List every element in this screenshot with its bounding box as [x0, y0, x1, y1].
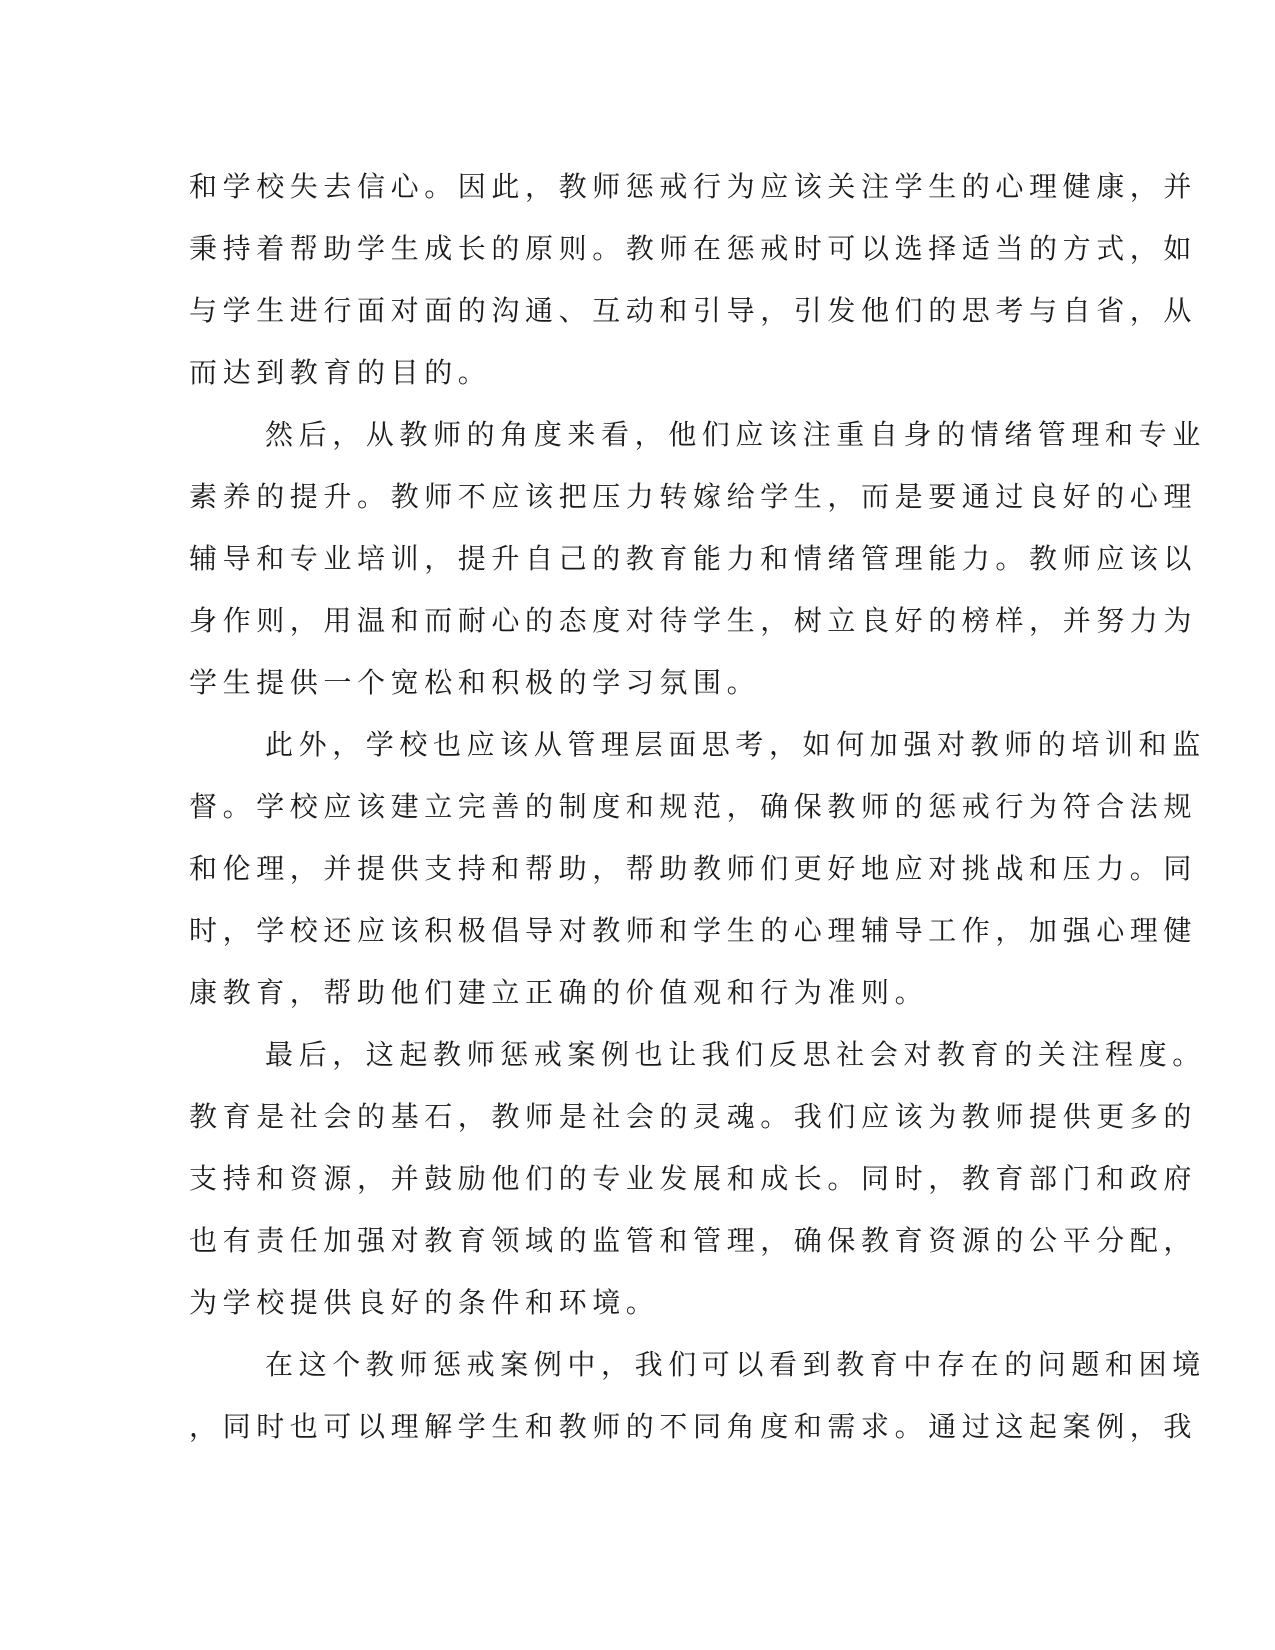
- text-line: 和伦理，并提供支持和帮助，帮助教师们更好地应对挑战和压力。同: [189, 852, 1198, 885]
- text-line: 与学生进行面对面的沟通、互动和引导，引发他们的思考与自省，从: [189, 294, 1198, 327]
- text-line: 康教育，帮助他们建立正确的价值观和行为准则。: [189, 976, 929, 1009]
- text-line: 也有责任加强对教育领域的监管和管理，确保教育资源的公平分配，: [189, 1224, 1198, 1257]
- paragraph-first-line: 然后，从教师的角度来看，他们应该注重自身的情绪管理和专业: [265, 418, 1206, 451]
- text-line: 而达到教育的目的。: [189, 356, 492, 389]
- text-line: 督。学校应该建立完善的制度和规范，确保教师的惩戒行为符合法规: [189, 790, 1198, 823]
- text-line: 教育是社会的基石，教师是社会的灵魂。我们应该为教师提供更多的: [189, 1100, 1198, 1133]
- paragraph-first-line: 此外，学校也应该从管理层面思考，如何加强对教师的培训和监: [265, 728, 1206, 761]
- paragraph-first-line: 在这个教师惩戒案例中，我们可以看到教育中存在的问题和困境: [265, 1348, 1206, 1381]
- text-line: 素养的提升。教师不应该把压力转嫁给学生，而是要通过良好的心理: [189, 480, 1198, 513]
- text-line: 时，学校还应该积极倡导对教师和学生的心理辅导工作，加强心理健: [189, 914, 1198, 947]
- body-text: [189, 156, 1206, 1458]
- text-line: 和学校失去信心。因此，教师惩戒行为应该关注学生的心理健康，并: [189, 170, 1198, 203]
- text-line: 为学校提供良好的条件和环境。: [189, 1286, 660, 1319]
- text-line: 秉持着帮助学生成长的原则。教师在惩戒时可以选择适当的方式，如: [189, 232, 1198, 265]
- text-line: 支持和资源，并鼓励他们的专业发展和成长。同时，教育部门和政府: [189, 1162, 1198, 1195]
- text-line: 辅导和专业培训，提升自己的教育能力和情绪管理能力。教师应该以: [189, 542, 1198, 575]
- text-line: ，同时也可以理解学生和教师的不同角度和需求。通过这起案例，我: [189, 1410, 1198, 1443]
- paragraph-first-line: 最后，这起教师惩戒案例也让我们反思社会对教育的关注程度。: [265, 1038, 1206, 1071]
- text-line: 学生提供一个宽松和积极的学习氛围。: [189, 666, 761, 699]
- text-line: 身作则，用温和而耐心的态度对待学生，树立良好的榜样，并努力为: [189, 604, 1198, 637]
